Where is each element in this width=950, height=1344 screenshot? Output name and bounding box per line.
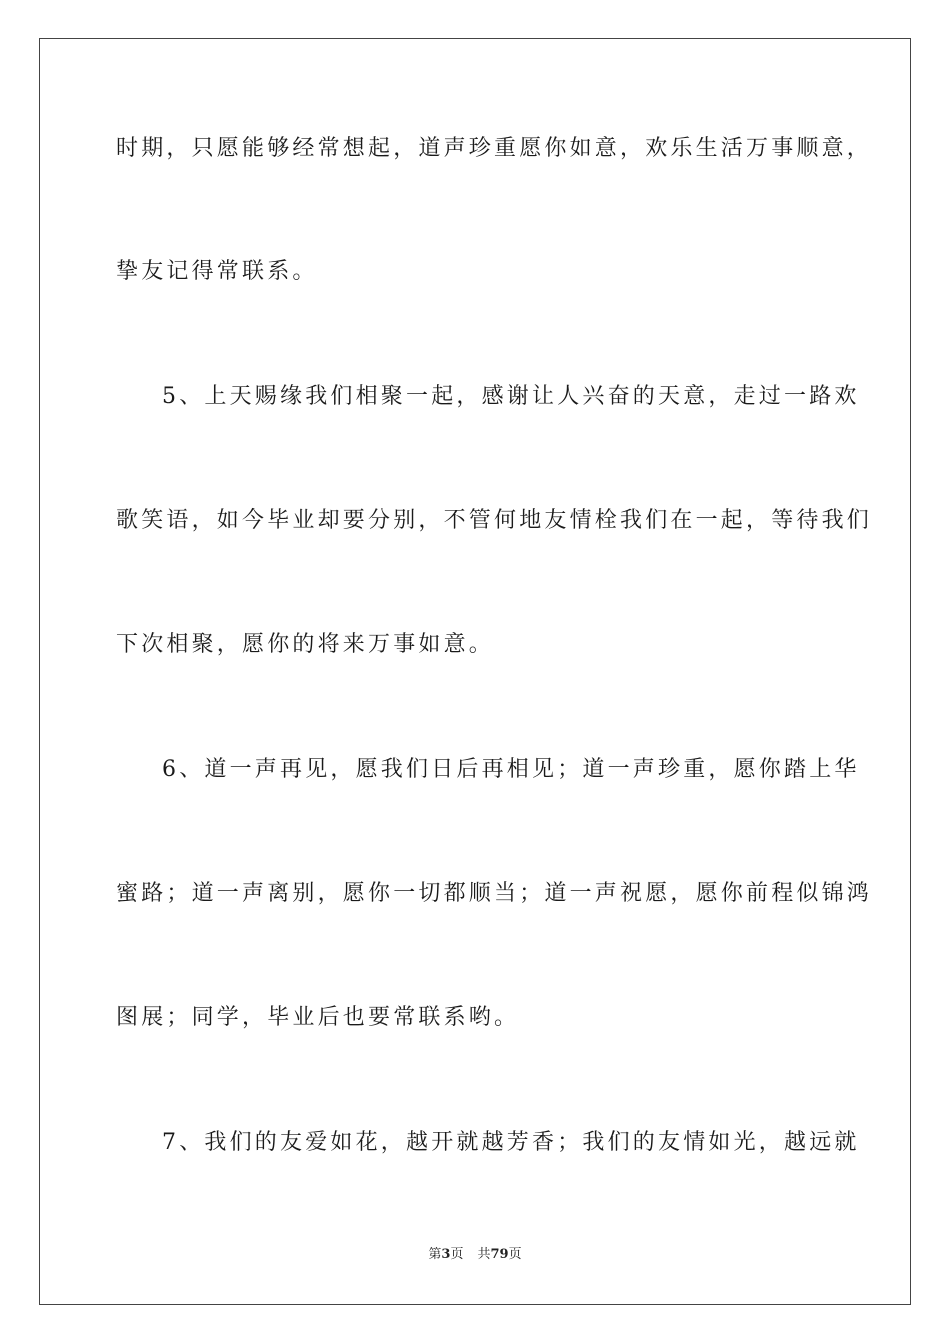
text-line-6: 6、道一声再见，愿我们日后再相见；道一声珍重，愿你踏上华	[162, 757, 860, 782]
page-prefix: 第	[428, 1247, 442, 1262]
page-border	[39, 38, 911, 1305]
total-suffix: 页	[508, 1247, 522, 1262]
text-line-8: 图展；同学，毕业后也要常联系哟。	[116, 1005, 520, 1030]
page-suffix: 页	[450, 1247, 464, 1262]
text-line-4: 歌笑语，如今毕业却要分别，不管何地友情栓我们在一起，等待我们	[116, 508, 873, 533]
text-line-2: 挚友记得常联系。	[116, 259, 318, 284]
text-line-9: 7、我们的友爱如花，越开就越芳香；我们的友情如光，越远就	[162, 1130, 860, 1155]
total-prefix: 共	[477, 1247, 491, 1262]
page-footer	[0, 1246, 950, 1264]
text-line-3: 5、上天赐缘我们相聚一起，感谢让人兴奋的天意，走过一路欢	[162, 384, 860, 409]
text-line-1: 时期，只愿能够经常想起，道声珍重愿你如意，欢乐生活万事顺意，	[116, 136, 873, 161]
text-line-7: 蜜路；道一声离别，愿你一切都顺当；道一声祝愿，愿你前程似锦鸿	[116, 881, 873, 906]
page-number: 3	[441, 1247, 451, 1262]
total-pages: 79	[490, 1247, 509, 1262]
text-line-5: 下次相聚，愿你的将来万事如意。	[116, 632, 495, 657]
